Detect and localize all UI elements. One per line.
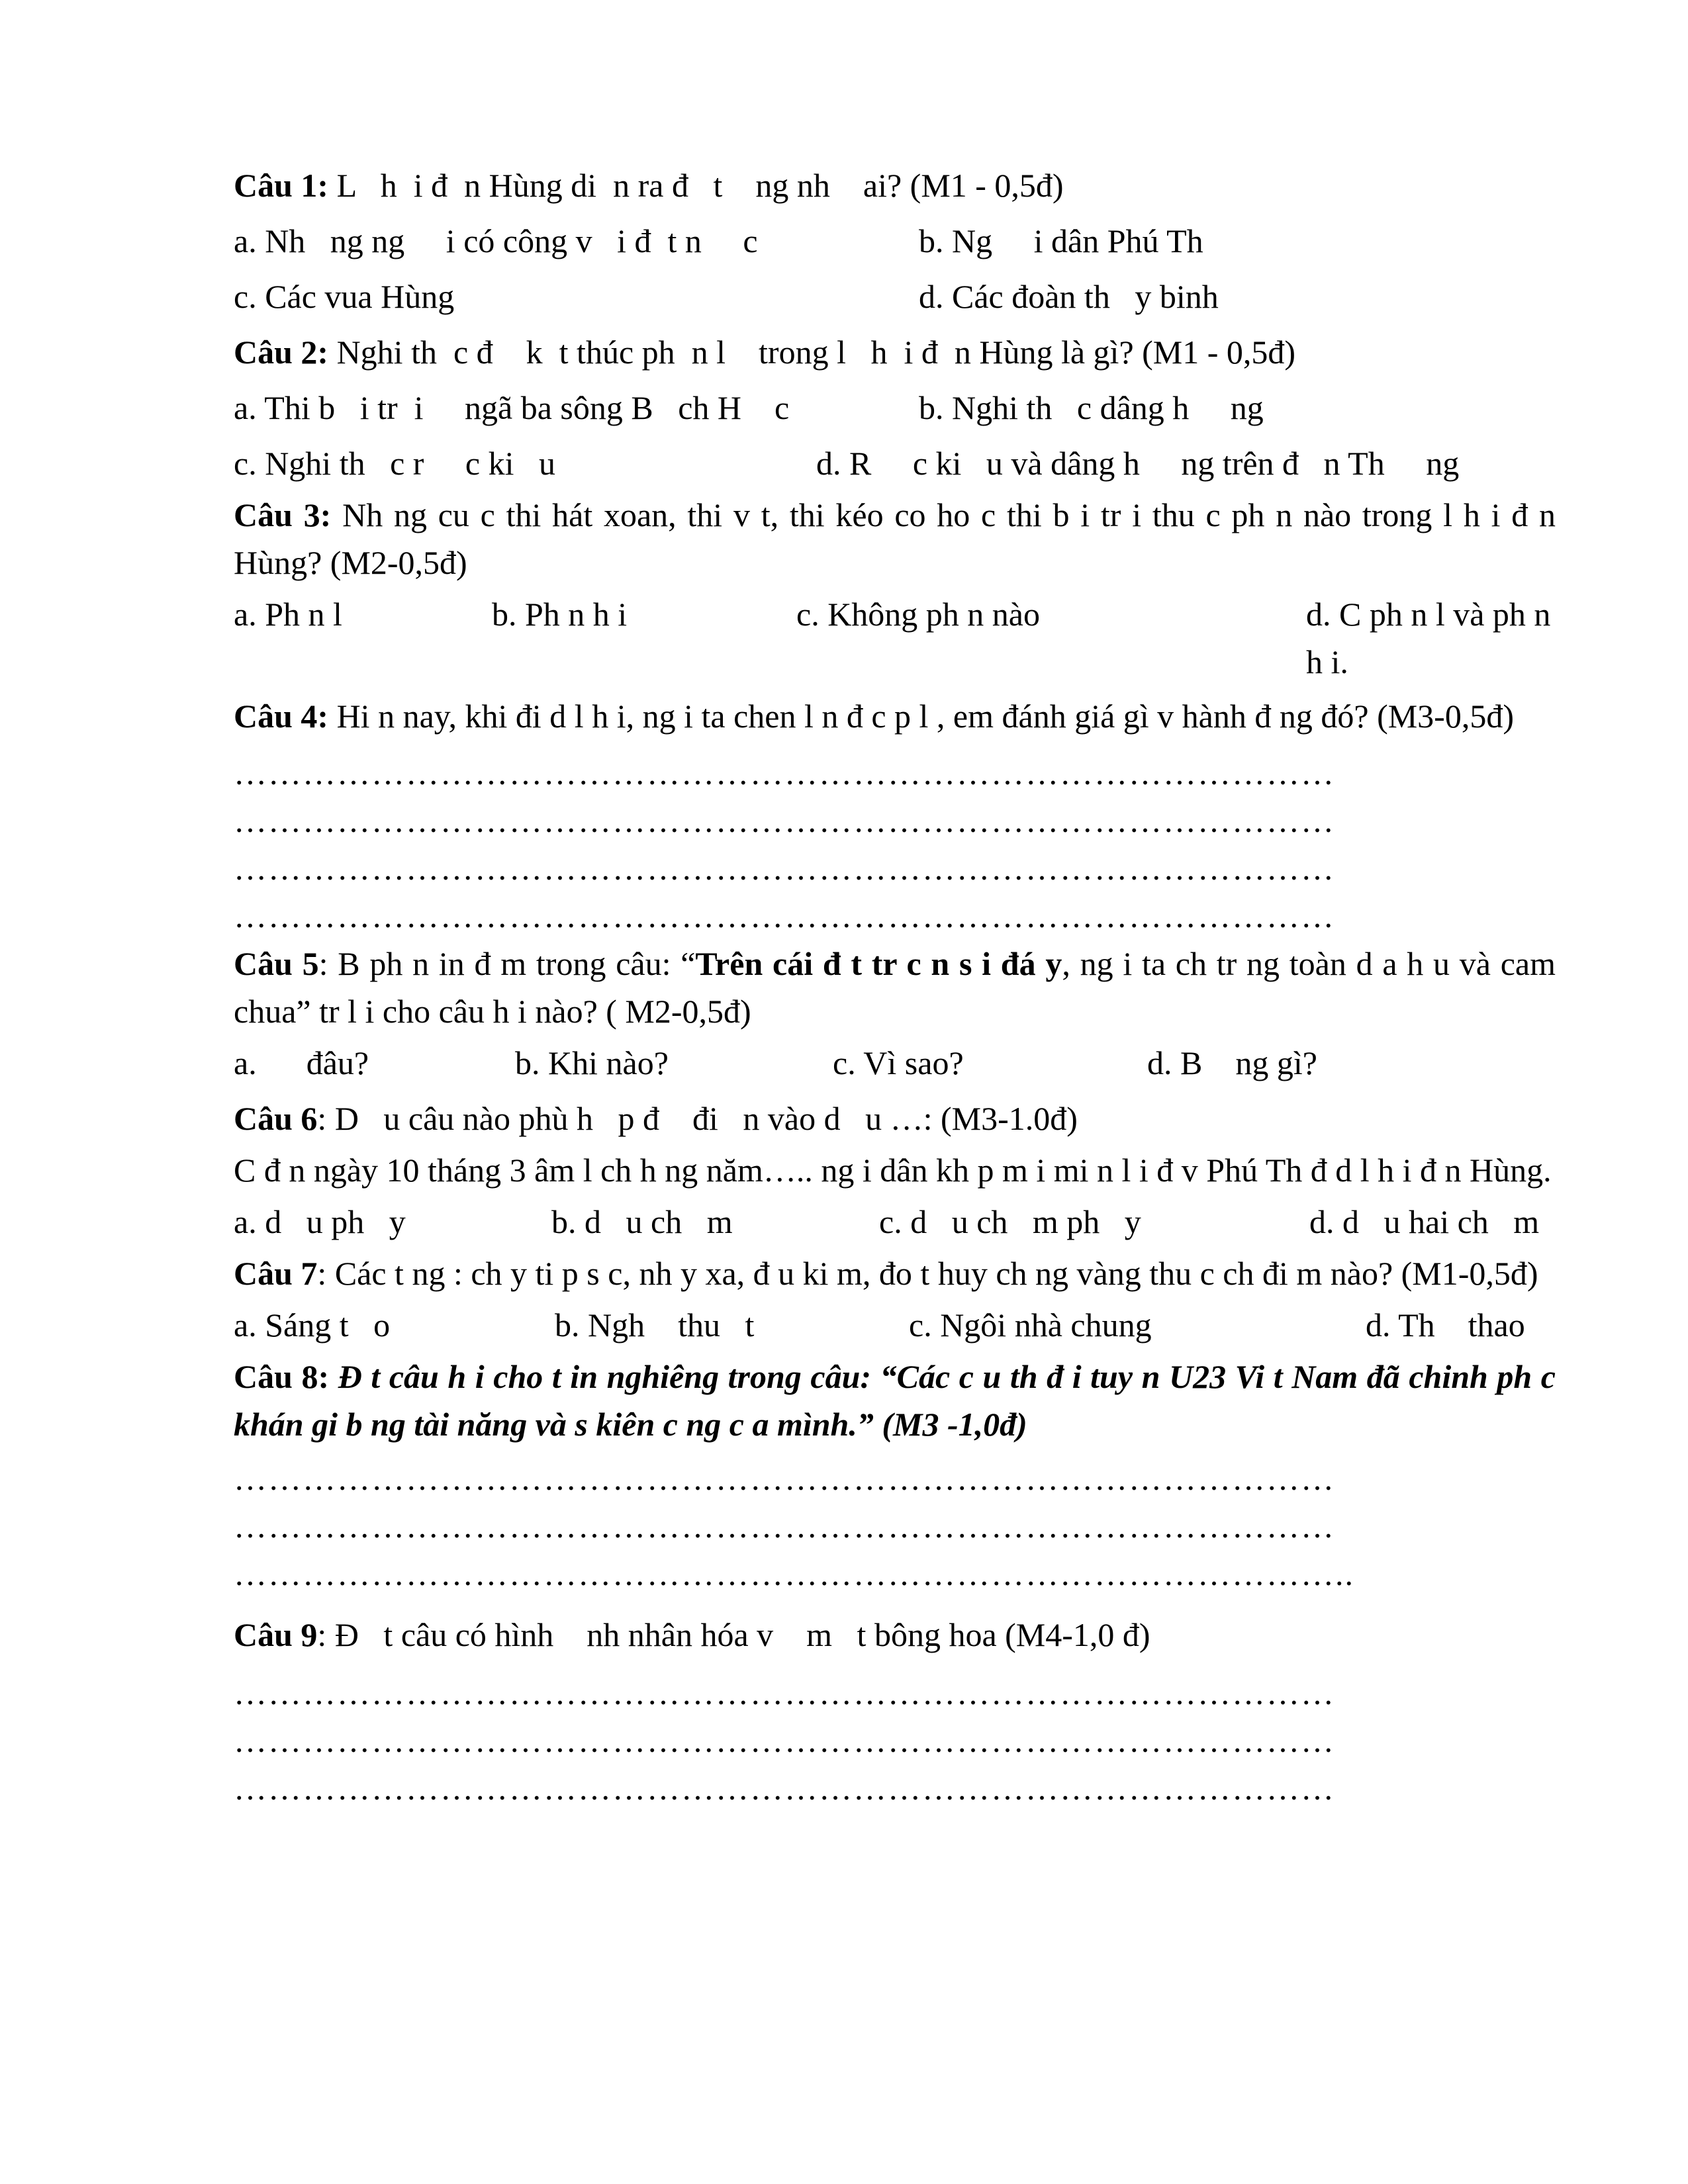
question-3-option-d[interactable]: d. C ph n l và ph n h i.: [1306, 596, 1551, 680]
question-7: [234, 1250, 1556, 1297]
question-8-text: Đ t câu h i cho t in nghiêng trong câu: “Các c u th đ i tuy n U23 Vi t Nam đã chinh ph c khán gi b ng tài năng và s kiên c ng c a mình.” (M3 -1,0đ): [234, 1358, 1556, 1443]
question-1-option-b[interactable]: b. Ng i dân Phú Th: [919, 222, 1203, 259]
question-5-label: Câu 5: [234, 945, 319, 982]
answer-line[interactable]: ……………………………………………………………………………………: [234, 1460, 1335, 1497]
question-5-text-a: : B ph n in đ m trong câu: “: [318, 945, 696, 982]
question-6: [234, 1091, 1556, 1146]
question-2-option-d[interactable]: d. R c ki u và dâng h ng trên đ n Th ng: [816, 445, 1460, 482]
question-4-label: Câu 4:: [234, 698, 329, 735]
question-1-option-d[interactable]: d. Các đoàn th y binh: [919, 278, 1219, 315]
spacer: [234, 686, 1556, 692]
question-2-options-row-2: [234, 435, 1556, 491]
question-5-text-b: , ng i ta ch tr ng toàn d a h u và cam chua” tr l i cho câu h i nào? ( M2-0,5đ): [234, 945, 1556, 1030]
question-7-option-c[interactable]: c. Ngôi nhà chung: [909, 1306, 1152, 1343]
question-3-option-a[interactable]: a. Ph n l: [234, 596, 342, 633]
question-5-option-d[interactable]: d. B ng gì?: [1147, 1044, 1317, 1081]
question-6-passage: C đ n ngày 10 tháng 3 âm l ch h ng năm….. ng i dân kh p m i mi n l i đ v Phú Th đ d l h i đ n Hùng.: [234, 1152, 1552, 1189]
question-8-label: Câu 8:: [234, 1358, 330, 1395]
question-5-bold-phrase: Trên cái đ t tr c n s i đá y: [695, 945, 1062, 982]
question-6-option-d[interactable]: d. d u hai ch m: [1309, 1203, 1540, 1240]
answer-line[interactable]: ……………………………………………………………………………………: [234, 1722, 1335, 1759]
question-6-option-c[interactable]: c. d u ch m ph y: [879, 1203, 1141, 1240]
answer-line[interactable]: ……………………………………………………………………………………: [234, 850, 1335, 887]
answer-line[interactable]: ……………………………………………………………………………………: [234, 802, 1335, 839]
question-4: [234, 692, 1556, 740]
question-9: [234, 1607, 1556, 1662]
question-7-option-a[interactable]: a. Sáng t o: [234, 1306, 391, 1343]
answer-line[interactable]: ……………………………………………………………………………………: [234, 1508, 1335, 1545]
question-6-text: : D u câu nào phù h p đ đi n vào d u …: (M3-1.0đ): [317, 1100, 1078, 1137]
question-9-label: Câu 9: [234, 1616, 318, 1653]
question-2-option-b[interactable]: b. Nghi th c dâng h ng: [919, 389, 1264, 426]
question-1: [234, 158, 1556, 213]
question-6-label: Câu 6: [234, 1100, 318, 1137]
question-2: [234, 324, 1556, 380]
answer-line[interactable]: ……………………………………………………………………………………: [234, 1770, 1335, 1807]
question-5-option-c[interactable]: c. Vì sao?: [833, 1044, 964, 1081]
answer-line[interactable]: ……………………………………………………………………………………: [234, 897, 1335, 934]
answer-line[interactable]: ……………………………………………………………………………………..: [234, 1555, 1354, 1592]
question-1-options-row-2: [234, 269, 1556, 324]
question-1-label: Câu 1:: [234, 167, 329, 204]
question-3-label: Câu 3:: [234, 496, 332, 533]
question-5-option-b[interactable]: b. Khi nào?: [515, 1044, 669, 1081]
question-1-options-row-1: [234, 213, 1556, 269]
question-6-options: [234, 1194, 1556, 1250]
question-5: [234, 940, 1556, 1035]
question-2-option-c[interactable]: c. Nghi th c r c ki u: [234, 445, 556, 482]
question-2-option-a[interactable]: a. Thi b i tr i ngã ba sông B ch H c: [234, 389, 790, 426]
question-2-text: Nghi th c đ k t thúc ph n l trong l h i đ n Hùng là gì? (M1 - 0,5đ): [328, 334, 1296, 371]
question-6-option-b[interactable]: b. d u ch m: [551, 1203, 733, 1240]
answer-line[interactable]: ……………………………………………………………………………………: [234, 754, 1335, 792]
question-7-option-b[interactable]: b. Ngh thu t: [555, 1306, 755, 1343]
question-2-label: Câu 2:: [234, 334, 329, 371]
question-2-options-row-1: [234, 380, 1556, 435]
question-5-options: [234, 1035, 1556, 1091]
worksheet: [234, 158, 1556, 1812]
question-7-options: [234, 1297, 1556, 1353]
question-4-text: Hi n nay, khi đi d l h i, ng i ta chen l n đ c p l , em đánh giá gì v hành đ ng đó? (M3-0,5đ): [328, 698, 1514, 735]
answer-line[interactable]: ……………………………………………………………………………………: [234, 1674, 1335, 1711]
question-5-option-a[interactable]: a. đâu?: [234, 1044, 369, 1081]
question-7-text: : Các t ng : ch y ti p s c, nh y xa, đ u ki m, đo t huy ch ng vàng thu c ch đi m nào? (M1-0,5đ): [317, 1255, 1538, 1292]
question-9-text: : Đ t câu có hình nh nhân hóa v m t bông hoa (M4-1,0 đ): [317, 1616, 1150, 1653]
question-3: [234, 491, 1556, 586]
question-6-option-a[interactable]: a. d u ph y: [234, 1203, 406, 1240]
question-3-option-b[interactable]: b. Ph n h i: [492, 596, 628, 633]
question-1-text: L h i đ n Hùng di n ra đ t ng nh ai? (M1 - 0,5đ): [328, 167, 1064, 204]
question-3-text: Nh ng cu c thi hát xoan, thi v t, thi kéo co ho c thi b i tr i thu c ph n nào trong l h i đ n Hùng? (M2-0,5đ): [234, 496, 1556, 581]
question-7-label: Câu 7: [234, 1255, 318, 1292]
question-1-option-a[interactable]: a. Nh ng ng i có công v i đ t n c: [234, 222, 758, 259]
question-8: [234, 1353, 1556, 1448]
question-7-option-d[interactable]: d. Th thao: [1366, 1306, 1525, 1343]
question-3-options: [234, 590, 1556, 686]
question-3-option-c[interactable]: c. Không ph n nào: [796, 596, 1040, 633]
question-1-option-c[interactable]: c. Các vua Hùng: [234, 278, 455, 315]
